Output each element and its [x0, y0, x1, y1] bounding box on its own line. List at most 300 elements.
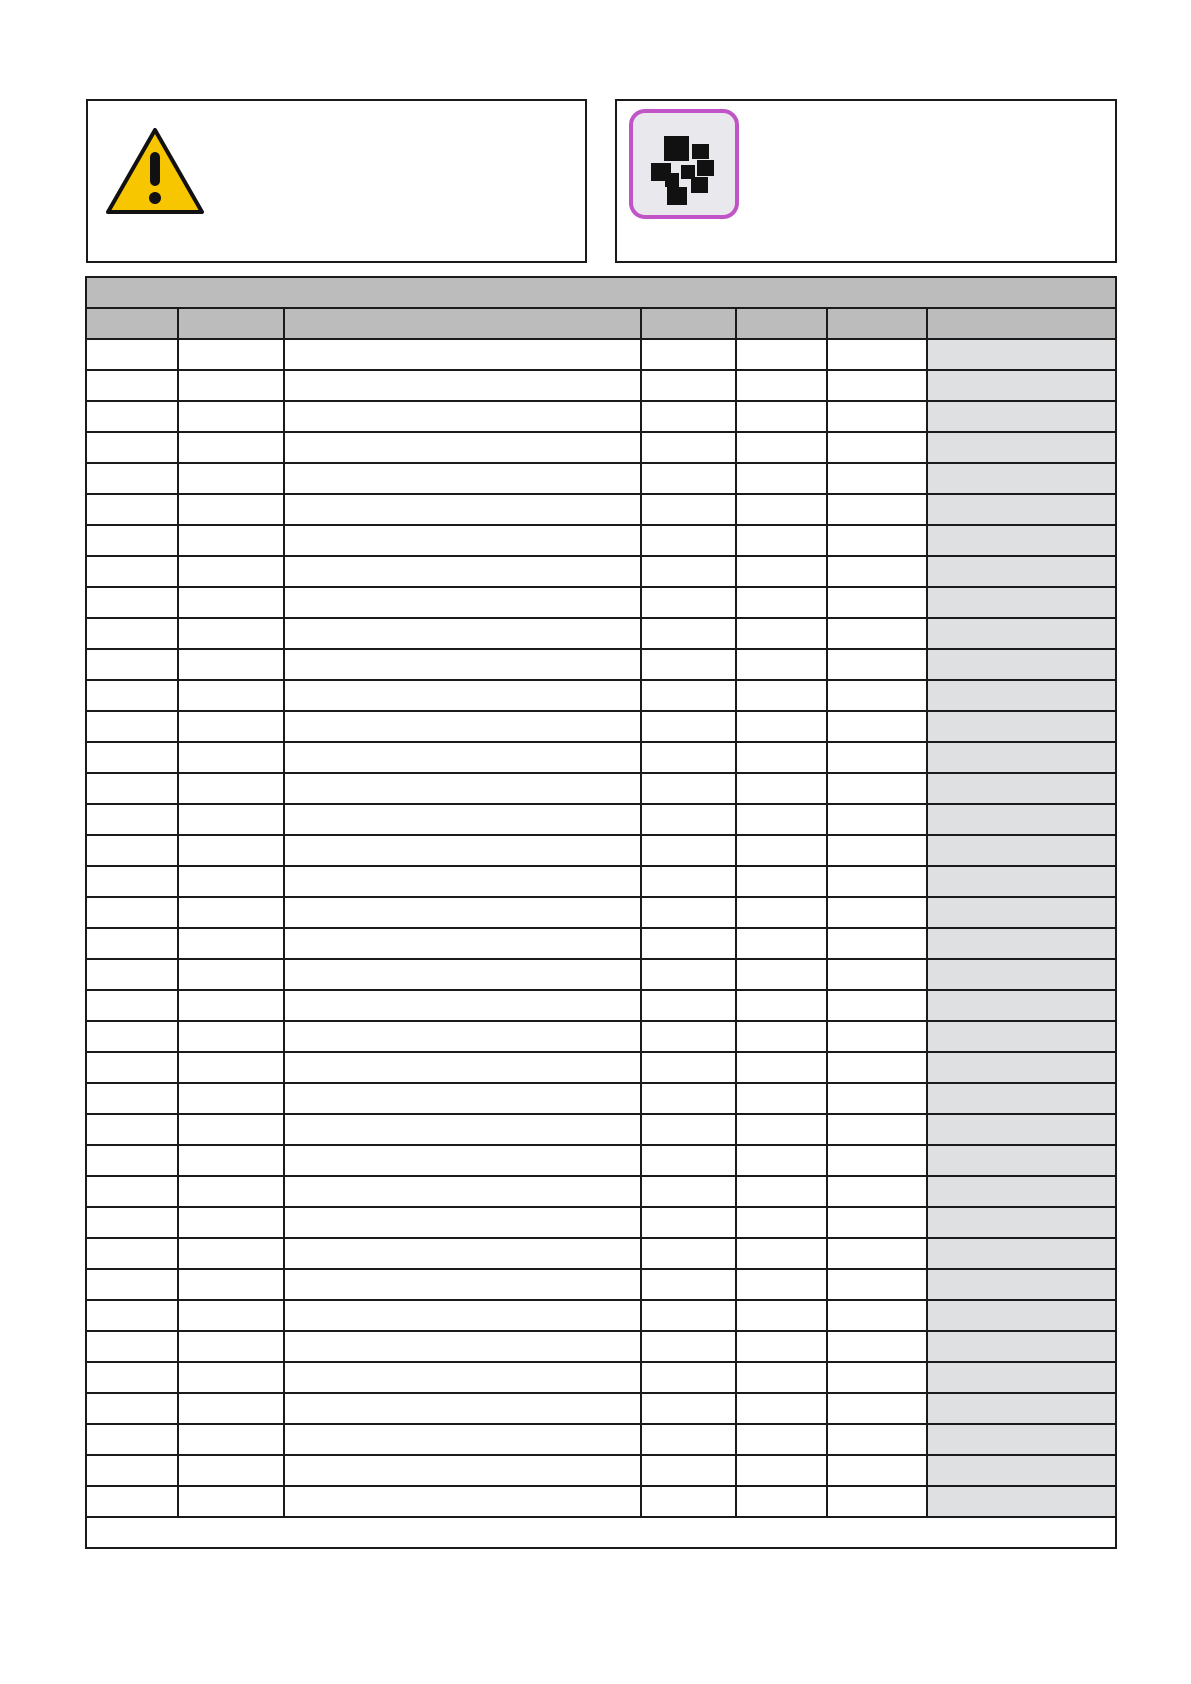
table-cell — [736, 804, 827, 835]
table-cell — [827, 1300, 927, 1331]
table-cell — [178, 618, 284, 649]
table-cell — [736, 1424, 827, 1455]
table-cell — [86, 339, 178, 370]
table-cell — [178, 1393, 284, 1424]
table-cell — [284, 1393, 641, 1424]
table-row — [86, 773, 1116, 804]
table-cell — [284, 525, 641, 556]
table-cell — [86, 649, 178, 680]
table-cell — [284, 1238, 641, 1269]
table-cell — [178, 370, 284, 401]
table-cell — [641, 959, 736, 990]
table-cell — [736, 525, 827, 556]
table-cell — [86, 1145, 178, 1176]
table-cell — [178, 1362, 284, 1393]
table-cell — [284, 556, 641, 587]
table-cell — [736, 1176, 827, 1207]
table-cell — [827, 1331, 927, 1362]
table-cell — [927, 525, 1116, 556]
table-cell — [86, 1486, 178, 1517]
table-cell — [827, 1455, 927, 1486]
table-cell — [927, 401, 1116, 432]
table-cell — [178, 587, 284, 618]
table-title — [86, 277, 1116, 308]
table-cell — [827, 1052, 927, 1083]
table-cell — [284, 401, 641, 432]
table-cell — [284, 618, 641, 649]
table-footer-row — [86, 1517, 1116, 1548]
table-cell — [641, 1331, 736, 1362]
table-cell — [641, 1176, 736, 1207]
table-cell — [284, 1424, 641, 1455]
table-cell — [927, 1455, 1116, 1486]
table-cell — [86, 928, 178, 959]
table-row — [86, 1455, 1116, 1486]
warning-panel — [86, 99, 587, 263]
table-cell — [927, 1207, 1116, 1238]
table-cell — [641, 339, 736, 370]
table-cell — [284, 432, 641, 463]
table-cell — [927, 1331, 1116, 1362]
table-cell — [641, 463, 736, 494]
table-cell — [86, 1083, 178, 1114]
table-cell — [641, 1238, 736, 1269]
table-cell — [736, 432, 827, 463]
column-header — [284, 308, 641, 339]
table-cell — [284, 587, 641, 618]
table-title-row — [86, 277, 1116, 308]
table-row — [86, 618, 1116, 649]
table-cell — [178, 1331, 284, 1362]
table-cell — [927, 494, 1116, 525]
table-cell — [86, 556, 178, 587]
table-cell — [284, 1269, 641, 1300]
table-cell — [86, 711, 178, 742]
table-cell — [178, 1083, 284, 1114]
table-cell — [641, 370, 736, 401]
table-cell — [178, 866, 284, 897]
table-cell — [86, 432, 178, 463]
table-cell — [827, 1145, 927, 1176]
table-cell — [178, 1021, 284, 1052]
table-cell — [927, 711, 1116, 742]
table-cell — [927, 897, 1116, 928]
table-cell — [178, 494, 284, 525]
table-cell — [86, 1455, 178, 1486]
table-cell — [284, 1145, 641, 1176]
table-row — [86, 711, 1116, 742]
table-header-row — [86, 308, 1116, 339]
table-row — [86, 1021, 1116, 1052]
table-cell — [827, 494, 927, 525]
table-cell — [927, 680, 1116, 711]
table-cell — [178, 1238, 284, 1269]
table-cell — [178, 804, 284, 835]
table-cell — [736, 1455, 827, 1486]
table-row — [86, 1083, 1116, 1114]
table-cell — [641, 1145, 736, 1176]
table-cell — [284, 1021, 641, 1052]
table-cell — [927, 1393, 1116, 1424]
warning-triangle-icon — [104, 126, 206, 216]
table-cell — [736, 680, 827, 711]
table-cell — [178, 1176, 284, 1207]
column-header — [736, 308, 827, 339]
table-cell — [284, 463, 641, 494]
table-cell — [178, 1145, 284, 1176]
table-cell — [736, 1238, 827, 1269]
table-cell — [827, 1176, 927, 1207]
table-cell — [641, 494, 736, 525]
table-cell — [827, 587, 927, 618]
table-cell — [736, 494, 827, 525]
table-cell — [178, 401, 284, 432]
table-cell — [641, 649, 736, 680]
column-header — [827, 308, 927, 339]
table-cell — [736, 339, 827, 370]
table-cell — [736, 990, 827, 1021]
table-cell — [827, 959, 927, 990]
table-cell — [927, 587, 1116, 618]
table-row — [86, 339, 1116, 370]
table-cell — [86, 680, 178, 711]
table-cell — [927, 463, 1116, 494]
table-cell — [284, 1362, 641, 1393]
table-cell — [927, 370, 1116, 401]
table-cell — [641, 835, 736, 866]
table-cell — [736, 370, 827, 401]
table-cell — [641, 928, 736, 959]
table-cell — [927, 1486, 1116, 1517]
table-cell — [86, 370, 178, 401]
table-cell — [284, 1176, 641, 1207]
table-cell — [736, 1114, 827, 1145]
table-cell — [827, 1424, 927, 1455]
table-row — [86, 990, 1116, 1021]
table-cell — [641, 1486, 736, 1517]
table-cell — [827, 1021, 927, 1052]
table-cell — [827, 370, 927, 401]
table-cell — [641, 711, 736, 742]
table-cell — [641, 1393, 736, 1424]
table-row — [86, 401, 1116, 432]
table-cell — [736, 897, 827, 928]
table-cell — [827, 649, 927, 680]
table-cell — [86, 1362, 178, 1393]
table-cell — [736, 556, 827, 587]
table-cell — [178, 711, 284, 742]
table-cell — [927, 928, 1116, 959]
table-cell — [641, 1021, 736, 1052]
table-cell — [86, 990, 178, 1021]
table-cell — [927, 959, 1116, 990]
table-cell — [641, 1455, 736, 1486]
table-cell — [827, 1269, 927, 1300]
table-cell — [178, 1300, 284, 1331]
table-row — [86, 1145, 1116, 1176]
table-cell — [284, 1300, 641, 1331]
table-cell — [927, 1083, 1116, 1114]
table-cell — [927, 1114, 1116, 1145]
table-cell — [736, 587, 827, 618]
table-cell — [86, 1424, 178, 1455]
table-cell — [284, 1207, 641, 1238]
table-row — [86, 494, 1116, 525]
table-cell — [284, 1455, 641, 1486]
table-row — [86, 556, 1116, 587]
table-cell — [927, 1362, 1116, 1393]
table-row — [86, 804, 1116, 835]
table-cell — [736, 866, 827, 897]
table-cell — [827, 339, 927, 370]
table-cell — [736, 649, 827, 680]
table-cell — [178, 1114, 284, 1145]
table-cell — [178, 990, 284, 1021]
table-cell — [927, 866, 1116, 897]
table-cell — [827, 835, 927, 866]
table-cell — [641, 773, 736, 804]
table-cell — [927, 1145, 1116, 1176]
table-cell — [284, 990, 641, 1021]
table-cell — [927, 1269, 1116, 1300]
table-cell — [927, 835, 1116, 866]
table-row — [86, 959, 1116, 990]
table-cell — [927, 1238, 1116, 1269]
table-cell — [736, 1021, 827, 1052]
table-cell — [641, 1052, 736, 1083]
table-cell — [178, 928, 284, 959]
table-row — [86, 1207, 1116, 1238]
table-cell — [86, 618, 178, 649]
table-cell — [641, 432, 736, 463]
table-cell — [927, 804, 1116, 835]
table-cell — [284, 897, 641, 928]
table-cell — [827, 711, 927, 742]
table-cell — [86, 897, 178, 928]
table-row — [86, 1424, 1116, 1455]
table-row — [86, 1052, 1116, 1083]
table-cell — [736, 835, 827, 866]
table-row — [86, 680, 1116, 711]
table-cell — [178, 463, 284, 494]
table-row — [86, 1486, 1116, 1517]
table-cell — [641, 866, 736, 897]
table-cell — [927, 1424, 1116, 1455]
table-cell — [736, 1052, 827, 1083]
table-cell — [86, 804, 178, 835]
table-cell — [827, 1207, 927, 1238]
table-cell — [178, 680, 284, 711]
table-cell — [284, 773, 641, 804]
table-cell — [86, 1300, 178, 1331]
table-cell — [927, 556, 1116, 587]
table-cell — [641, 1269, 736, 1300]
table-cell — [927, 1021, 1116, 1052]
table-cell — [641, 990, 736, 1021]
table-cell — [927, 990, 1116, 1021]
table-cell — [641, 897, 736, 928]
table-footer — [86, 1517, 1116, 1548]
table-cell — [736, 1083, 827, 1114]
table-cell — [178, 897, 284, 928]
table-cell — [178, 432, 284, 463]
table-cell — [641, 401, 736, 432]
table-cell — [827, 866, 927, 897]
table-cell — [86, 835, 178, 866]
table-cell — [86, 525, 178, 556]
table-cell — [284, 1083, 641, 1114]
table-cell — [86, 1238, 178, 1269]
table-cell — [827, 1238, 927, 1269]
table-row — [86, 742, 1116, 773]
table-cell — [927, 1052, 1116, 1083]
table-row — [86, 1393, 1116, 1424]
table-cell — [86, 1269, 178, 1300]
table-cell — [736, 1269, 827, 1300]
table-cell — [827, 556, 927, 587]
table-cell — [736, 773, 827, 804]
table-cell — [641, 680, 736, 711]
table-cell — [641, 618, 736, 649]
table-cell — [927, 773, 1116, 804]
table-cell — [736, 711, 827, 742]
table-cell — [284, 711, 641, 742]
table-cell — [927, 432, 1116, 463]
table-cell — [827, 463, 927, 494]
table-cell — [284, 680, 641, 711]
table-cell — [827, 401, 927, 432]
table-cell — [736, 463, 827, 494]
table-cell — [641, 742, 736, 773]
table-row — [86, 1114, 1116, 1145]
table-cell — [86, 1052, 178, 1083]
table-body — [86, 339, 1116, 1517]
table-cell — [284, 928, 641, 959]
table-cell — [827, 897, 927, 928]
table-row — [86, 1362, 1116, 1393]
table-cell — [736, 1207, 827, 1238]
table-cell — [284, 742, 641, 773]
table-cell — [284, 959, 641, 990]
table-cell — [736, 1300, 827, 1331]
table-cell — [641, 1424, 736, 1455]
table-cell — [86, 959, 178, 990]
table-row — [86, 1300, 1116, 1331]
table-cell — [86, 1114, 178, 1145]
table-cell — [641, 556, 736, 587]
table-cell — [927, 649, 1116, 680]
table-cell — [641, 587, 736, 618]
table-cell — [827, 928, 927, 959]
table-row — [86, 928, 1116, 959]
table-cell — [178, 556, 284, 587]
table-cell — [178, 1052, 284, 1083]
column-header — [927, 308, 1116, 339]
table-cell — [641, 525, 736, 556]
table-cell — [178, 835, 284, 866]
table-cell — [284, 1331, 641, 1362]
table-cell — [86, 773, 178, 804]
table-cell — [178, 1455, 284, 1486]
icon-frame — [629, 109, 739, 219]
table-cell — [284, 835, 641, 866]
table-cell — [827, 990, 927, 1021]
table-cell — [827, 1486, 927, 1517]
table-cell — [927, 1176, 1116, 1207]
table-cell — [178, 1269, 284, 1300]
table-cell — [736, 401, 827, 432]
table-cell — [178, 959, 284, 990]
table-cell — [827, 618, 927, 649]
table-cell — [86, 1176, 178, 1207]
table-row — [86, 1331, 1116, 1362]
table-cell — [284, 1486, 641, 1517]
table-cell — [736, 1393, 827, 1424]
table-cell — [284, 1114, 641, 1145]
table-cell — [178, 1207, 284, 1238]
table-cell — [284, 649, 641, 680]
table-row — [86, 432, 1116, 463]
table-row — [86, 835, 1116, 866]
table-cell — [827, 680, 927, 711]
stacked-squares-icon — [633, 113, 735, 215]
table-cell — [927, 742, 1116, 773]
table-cell — [86, 1021, 178, 1052]
table-cell — [284, 494, 641, 525]
table-cell — [86, 1207, 178, 1238]
table-cell — [86, 1393, 178, 1424]
table-cell — [827, 773, 927, 804]
column-header — [86, 308, 178, 339]
table-cell — [641, 1300, 736, 1331]
table-cell — [736, 1486, 827, 1517]
table-cell — [827, 1362, 927, 1393]
table-cell — [178, 773, 284, 804]
table-cell — [641, 804, 736, 835]
table-cell — [284, 339, 641, 370]
table-cell — [641, 1207, 736, 1238]
table-cell — [736, 928, 827, 959]
table-row — [86, 866, 1116, 897]
table-cell — [736, 1362, 827, 1393]
table-cell — [641, 1362, 736, 1393]
table-row — [86, 587, 1116, 618]
table-cell — [641, 1114, 736, 1145]
table-row — [86, 649, 1116, 680]
table-row — [86, 1269, 1116, 1300]
table-cell — [927, 339, 1116, 370]
icon-panel — [615, 99, 1117, 263]
table-cell — [641, 1083, 736, 1114]
table-cell — [178, 525, 284, 556]
table-cell — [86, 1331, 178, 1362]
table-cell — [178, 1486, 284, 1517]
table-cell — [827, 432, 927, 463]
table-row — [86, 1176, 1116, 1207]
table-cell — [178, 1424, 284, 1455]
table-cell — [736, 618, 827, 649]
table-cell — [86, 866, 178, 897]
column-header — [178, 308, 284, 339]
table-cell — [927, 1300, 1116, 1331]
table-cell — [86, 401, 178, 432]
table-cell — [736, 1331, 827, 1362]
table-cell — [178, 742, 284, 773]
table-cell — [284, 370, 641, 401]
table-cell — [284, 1052, 641, 1083]
table-cell — [284, 804, 641, 835]
table-cell — [827, 1083, 927, 1114]
